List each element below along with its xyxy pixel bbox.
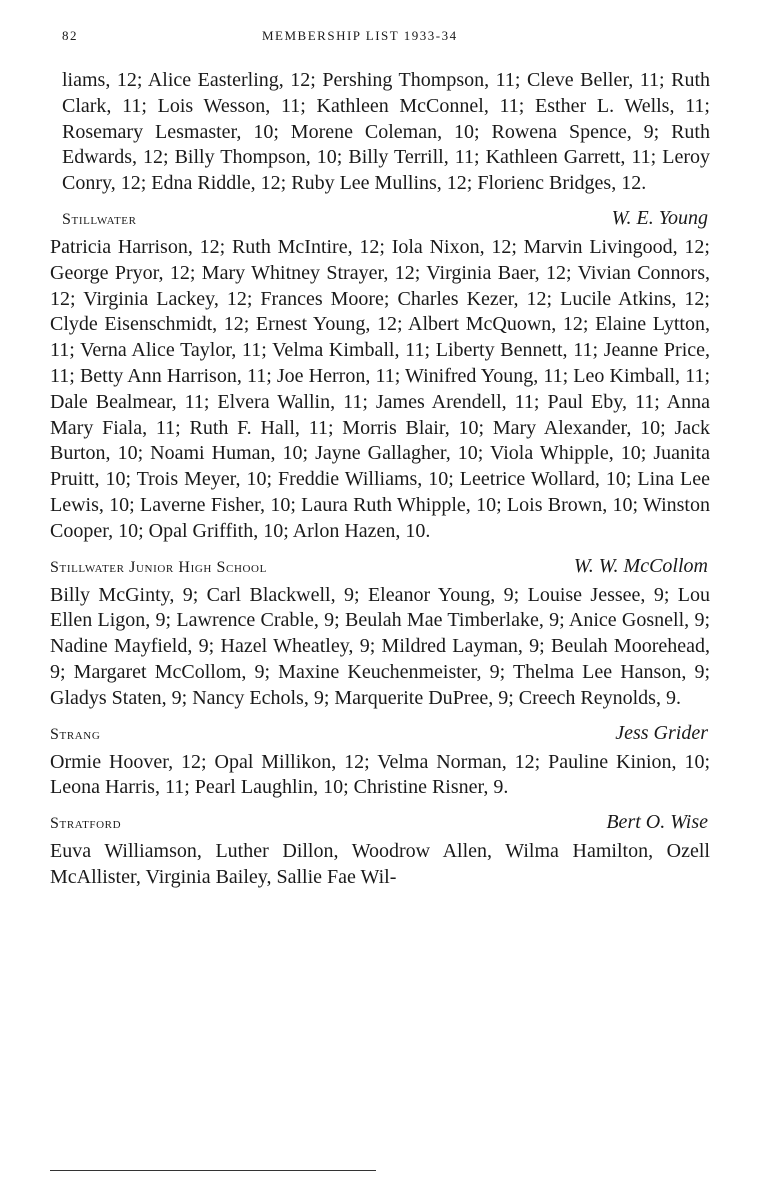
section-strang (50, 722, 710, 802)
member-list: Billy McGinty, 9; Carl Blackwell, 9; Eleanor Young, 9; Louise Jessee, 9; Lou Ellen Ligon, 9; Lawrence Crable, 9; Beulah Mae Timberlake, 9; Anice Gosnell, 9; Nadine Mayfield, 9; Hazel Wheatley, 9; Mildred Layman, 9; Beulah Moorehead, 9; Margaret McCollom, 9; Maxine Keuchenmeister, 9; Thelma Lee Hanson, 9; Gladys Staten, 9; Nancy Echols, 9; Marquerite DuPree, 9; Creech Reynolds, 9. (50, 583, 710, 709)
running-title: MEMBERSHIP LIST 1933-34 (262, 28, 458, 43)
section-sponsor: Bert O. Wise (606, 811, 708, 834)
page-content (50, 68, 710, 891)
section-stratford (50, 811, 710, 891)
page-number: 82 (62, 28, 78, 43)
section-name: Stillwater Junior High School (50, 558, 267, 576)
continuation-paragraph: liams, 12; Alice Easterling, 12; Pershing Thompson, 11; Cleve Beller, 11; Ruth Clark, 11; Lois Wesson, 11; Kathleen McConnel, 11; Esther L. Wells, 11; Rosemary Lesmaster, 10; Morene Coleman, 10; Rowena Spence, 9; Ruth Edwards, 12; Billy Thompson, 10; Billy Terrill, 11; Kathleen Garrett, 11; Leroy Conry, 12; Edna Riddle, 12; Ruby Lee Mullins, 12; Florienc Bridges, 12. (62, 69, 710, 195)
section-name: Strang (50, 725, 101, 743)
section-heading (50, 207, 710, 235)
section-name: Stillwater (62, 210, 137, 228)
section-stillwater (50, 207, 710, 545)
section-stillwater-junior-high (50, 555, 710, 712)
member-list: Ormie Hoover, 12; Opal Millikon, 12; Velma Norman, 12; Pauline Kinion, 10; Leona Harris, 11; Pearl Laughlin, 10; Christine Risner, 9. (50, 750, 710, 799)
section-sponsor: Jess Grider (615, 721, 708, 744)
section-sponsor: W. E. Young (611, 206, 708, 229)
running-header (62, 28, 710, 50)
footnote-rule (50, 1170, 376, 1171)
section-name: Stratford (50, 815, 122, 833)
section-heading (50, 722, 710, 750)
member-list: Euva Williamson, Luther Dillon, Woodrow Allen, Wilma Hamilton, Ozell McAllister, Virginia Bailey, Sallie Fae Wil- (50, 840, 710, 888)
section-heading (50, 555, 710, 583)
member-list: Patricia Harrison, 12; Ruth McIntire, 12; Iola Nixon, 12; Marvin Livingood, 12; George Pryor, 12; Mary Whitney Strayer, 12; Virginia Baer, 12; Vivian Connors, 12; Virginia Lackey, 12; Frances Moore; Charles Kezer, 12; Lucile Atkins, 12; Clyde Eisenschmidt, 12; Ernest Young, 12; Albert McQuown, 12; Elaine Lytton, 11; Verna Alice Taylor, 11; Velma Kimball, 11; Liberty Bennett, 11; Jeanne Price, 11; Betty Ann Harrison, 11; Joe Herron, 11; Winifred Young, 11; Leo Kimball, 11; Dale Bealmear, 11; Elvera Wallin, 11; James Arendell, 11; Paul Eby, 11; Anna Mary Fiala, 11; Ruth F. Hall, 11; Morris Blair, 10; Mary Alexander, 10; Jack Burton, 10; Noami Human, 10; Jayne Gallagher, 10; Viola Whipple, 10; Juanita Pruitt, 10; Trois Meyer, 10; Freddie Williams, 10; Leetrice Wollard, 10; Lina Lee Lewis, 10; Laverne Fisher, 10; Laura Ruth Whipple, 10; Lois Brown, 10; Winston Cooper, 10; Opal Griffith, 10; Arlon Hazen, 10. (50, 235, 710, 542)
section-sponsor: W. W. McCollom (573, 554, 708, 577)
section-heading (50, 811, 710, 839)
